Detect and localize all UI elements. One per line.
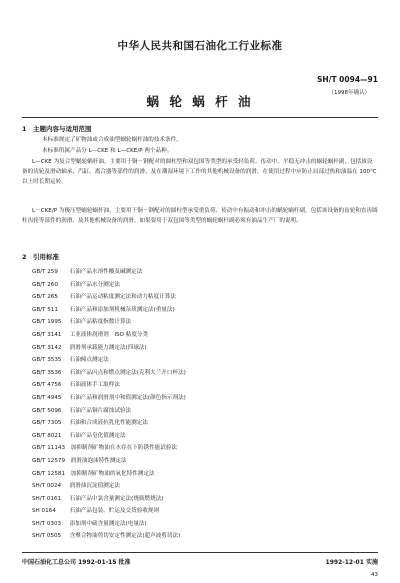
reference-item: [32, 505, 378, 518]
implementation-date: 1992-12-01 实施: [325, 559, 378, 566]
page-number: 43: [371, 572, 378, 578]
reference-title: 石油产品水分测定法: [69, 281, 120, 288]
reference-code: GB/T 3535: [32, 357, 62, 364]
section-1-heading: 1 主题内容与适用范围: [22, 125, 92, 133]
confirmation-note: （1998年确认）: [328, 90, 370, 96]
reference-code: GB/T 11143: [32, 445, 66, 452]
reference-code: GB/T 4756: [32, 382, 62, 389]
reference-title: 润滑剂承载能力测定法(四球法): [69, 344, 147, 351]
section-1-paragraph: L－CKE/P 为极压型蜗轮蜗杆油，主要用于铜－钢配对的圆柱型承受重负荷、传动中有振动和冲击的蜗轮蜗杆副，包括该设备的齿轮和直齿圆柱齿轮等部件的润滑，及其他机械设备的润滑。如果要用于双包围等类型的蜗轮蜗杆副必须有油品生产厂的说明。: [22, 208, 378, 225]
reference-code: GB/T 3141: [32, 331, 62, 338]
reference-item: [32, 392, 378, 405]
approval-line: 中国石油化工总公司 1992-01-15 批准: [22, 559, 131, 566]
reference-item: [32, 316, 378, 329]
reference-item: [32, 354, 378, 367]
reference-item: [32, 417, 378, 430]
reference-item: [32, 405, 378, 418]
reference-code: GB/T 5096: [32, 407, 62, 414]
reference-item: [32, 379, 378, 392]
reference-title: 含聚合物油剪切安定性测定法(超声波剪切法): [69, 533, 181, 540]
reference-title: 工业液体润滑剂 ISO 粘度分类: [69, 331, 149, 338]
reference-code: SH 0164: [32, 508, 56, 515]
reference-code: GB/T 260: [32, 281, 58, 288]
reference-title: 石油产品粘度指数计算法: [69, 319, 132, 326]
reference-code: GB/T 12579: [32, 457, 66, 464]
reference-item: [32, 291, 378, 304]
reference-list: [32, 266, 378, 543]
footer-divider: [22, 552, 378, 553]
reference-code: GB/T 12581: [32, 470, 66, 477]
reference-title: 石油液体手工取样法: [69, 382, 120, 389]
reference-code: GB/T 8021: [32, 432, 62, 439]
reference-title: 石油产品皂化值测定法: [69, 432, 126, 439]
reference-title: 石油产品水溶性酸及碱测定法: [69, 269, 143, 275]
reference-code: GB/T 4945: [32, 394, 62, 401]
reference-item: [32, 468, 378, 481]
standard-number: SH/T 0094—91: [317, 75, 378, 84]
reference-title: 石油产品闪点和燃点测定法(克利夫兰开口杯法): [69, 369, 186, 376]
reference-item: [32, 329, 378, 342]
reference-item: [32, 455, 378, 468]
reference-item: [32, 367, 378, 380]
reference-title: 石油和合成液抗乳化性能测定法: [69, 420, 148, 427]
section-2-heading: 2 引用标准: [22, 253, 60, 261]
reference-title: 石油产品和润滑剂中和值测定法(颜色指示剂法): [69, 394, 186, 401]
reference-item: [32, 530, 378, 543]
section-1-paragraph: L—CKE 为复合型蜗轮蜗杆油，主要用于铜－钢配对的圆柱型和双包围等类型的承受轻负荷、传动中、平稳无冲击的蜗轮蜗杆副，包括该设备的齿轮及滑动轴承、汽缸、离合器等部件的润滑，及在潮湿环境下工作的其他机械设备的润滑，在使用过程中应防止局部过热和油温在 100℃以上时长期运转。: [22, 159, 377, 186]
reference-code: GB/T 265: [32, 294, 58, 301]
reference-title: 石油产品和添加剂机械杂质测定法(重量法): [69, 306, 175, 313]
reference-code: SH/T 0024: [32, 483, 62, 490]
reference-title: 石油产品运动粘度测定法和动力粘度计算法: [69, 294, 176, 301]
header-divider: [22, 117, 378, 118]
reference-title: 润滑油泡沫特性测定法: [70, 457, 127, 464]
reference-code: GB/T 1995: [32, 319, 62, 326]
reference-item: [32, 430, 378, 443]
document-title: 蜗 轮 蜗 杆 油: [146, 94, 254, 109]
reference-item: [32, 442, 378, 455]
reference-code: GB/T 7305: [32, 420, 62, 427]
reference-title: 加抑制剂矿物油在水存在下防锈性能试验法: [70, 445, 177, 452]
section-1-paragraph: 本标准规定了矿物油或合成油型蜗轮蜗杆油的技术条件。: [42, 137, 182, 143]
reference-item: [32, 518, 378, 531]
reference-item: [32, 342, 378, 355]
reference-item: [32, 304, 378, 317]
reference-item: [32, 266, 378, 279]
reference-title: 石油倾点测定法: [69, 357, 109, 364]
reference-title: 石油产品中氯含量测定法(烧瓶燃烧法): [69, 495, 164, 502]
reference-code: GB/T 511: [32, 306, 58, 313]
reference-code: SH/T 0505: [32, 533, 62, 540]
reference-title: 添加剂中硫含量测定法(电量法): [69, 520, 147, 527]
reference-code: GB/T 3142: [32, 344, 62, 351]
issuing-agency: 中华人民共和国石油化工行业标准: [117, 40, 283, 52]
reference-item: [32, 493, 378, 506]
reference-code: GB/T 3536: [32, 369, 62, 376]
reference-title: 石油产品包装、贮运及交货验收规则: [69, 508, 160, 515]
reference-code: SH/T 0303: [32, 520, 62, 527]
reference-title: 石油产品铜片腐蚀试验法: [69, 407, 132, 414]
reference-title: 加抑制剂矿物油的氧化特性测定法: [70, 470, 155, 477]
reference-code: GB/T 259: [32, 269, 58, 275]
reference-item: [32, 480, 378, 493]
reference-code: SH/T 0161: [32, 495, 62, 502]
section-1-paragraph: 本标准所属产品分 L—CKE 和 L—CKE/P 两个品种。: [42, 148, 173, 154]
reference-title: 润滑油沉淀值测定法: [69, 483, 120, 490]
reference-item: [32, 279, 378, 292]
